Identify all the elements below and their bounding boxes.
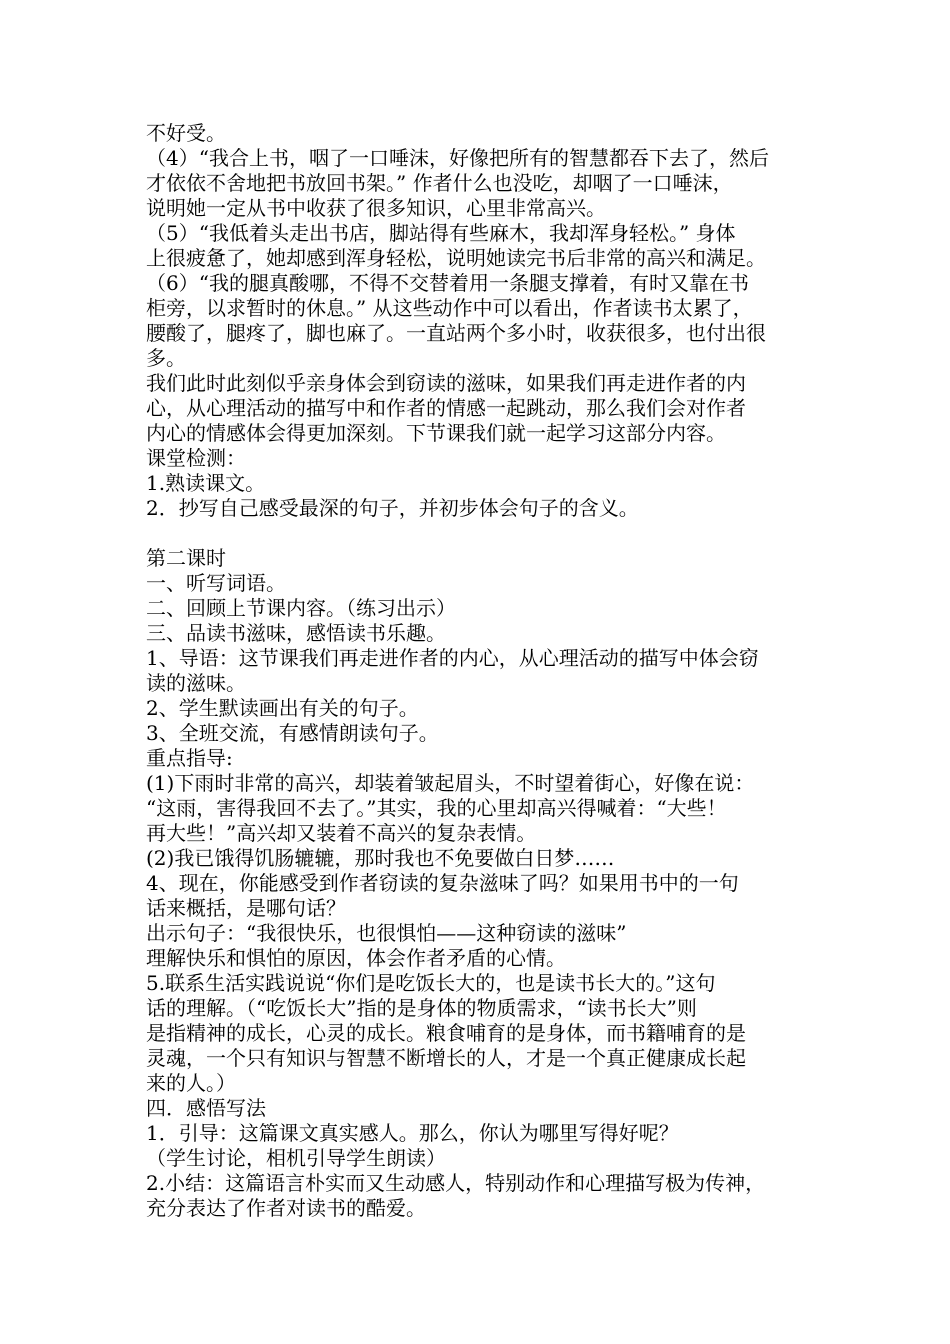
text-line: 才依依不舍地把书放回书架。” 作者什么也没吃，却咽了一口唾沫， — [146, 171, 733, 195]
text-line: 2、学生默读画出有关的句子。 — [146, 696, 419, 720]
text-line: “这雨，害得我回不去了。”其实，我的心里却高兴得喊着：“大些！ — [146, 796, 727, 820]
text-line: 1、导语：这节课我们再走进作者的内心，从心理活动的描写中体会窃 — [146, 646, 759, 670]
text-line: (2)我已饿得饥肠辘辘，那时我也不免要做白日梦…… — [146, 846, 615, 870]
text-line: 说明她一定从书中收获了很多知识，心里非常高兴。 — [146, 196, 606, 220]
text-line: 2.小结：这篇语言朴实而又生动感人，特别动作和心理描写极为传神， — [146, 1171, 766, 1195]
text-line: 出示句子：“我很快乐，也很惧怕——这种窃读的滋味” — [146, 921, 627, 945]
text-line: 是指精神的成长，心灵的成长。粮食哺育的是身体，而书籍哺育的是 — [146, 1021, 746, 1045]
text-line: 3、全班交流，有感情朗读句子。 — [146, 721, 439, 745]
text-line: 再大些！”高兴却又装着不高兴的复杂表情。 — [146, 821, 537, 845]
text-line: 腰酸了，腿疼了，脚也麻了。一直站两个多小时，收获很多，也付出很 — [146, 321, 766, 345]
text-line: 1.熟读课文。 — [146, 471, 266, 495]
text-line: 灵魂，一个只有知识与智慧不断增长的人，才是一个真正健康成长起 — [146, 1046, 746, 1070]
text-line: （4）“我合上书，咽了一口唾沫，好像把所有的智慧都吞下去了，然后 — [146, 146, 769, 170]
text-line: （6）“我的腿真酸哪，不得不交替着用一条腿支撑着，有时又靠在书 — [146, 271, 749, 295]
text-line: 多。 — [146, 346, 186, 370]
section-heading: 四．感悟写法 — [146, 1096, 266, 1120]
text-line: 我们此时此刻似乎亲身体会到窃读的滋味，如果我们再走进作者的内 — [146, 371, 746, 395]
text-line: （5）“我低着头走出书店，脚站得有些麻木，我却浑身轻松。” 身体 — [146, 221, 736, 245]
text-line: 二、回顾上节课内容。（练习出示） — [146, 596, 456, 620]
text-line: 4、现在，你能感受到作者窃读的复杂滋味了吗？如果用书中的一句 — [146, 871, 739, 895]
text-line: (1)下雨时非常的高兴，却装着皱起眉头，不时望着街心，好像在说： — [146, 771, 755, 795]
text-line: 充分表达了作者对读书的酷爱。 — [146, 1196, 426, 1220]
text-line: 柜旁，以求暂时的休息。” 从这些动作中可以看出，作者读书太累了， — [146, 296, 753, 320]
text-line: 读的滋味。 — [146, 671, 246, 695]
text-line: 2．抄写自己感受最深的句子，并初步体会句子的含义。 — [146, 496, 639, 520]
text-line: 心，从心理活动的描写中和作者的情感一起跳动，那么我们会对作者 — [146, 396, 746, 420]
text-line: 上很疲惫了，她却感到浑身轻松，说明她读完书后非常的高兴和满足。 — [146, 246, 766, 270]
text-line: 1．引导：这篇课文真实感人。那么，你认为哪里写得好呢？ — [146, 1121, 679, 1145]
document-page — [146, 121, 836, 1221]
text-line: （学生讨论，相机引导学生朗读） — [146, 1146, 446, 1170]
section-heading: 第二课时 — [146, 546, 226, 570]
text-line: 三、品读书滋味，感悟读书乐趣。 — [146, 621, 446, 645]
text-line: 理解快乐和惧怕的原因，体会作者矛盾的心情。 — [146, 946, 566, 970]
section-heading: 重点指导: — [146, 746, 233, 770]
text-line: 5.联系生活实践说说“你们是吃饭长大的，也是读书长大的。”这句 — [146, 971, 716, 995]
text-line: 话来概括，是哪句话？ — [146, 896, 346, 920]
section-heading: 课堂检测： — [146, 446, 246, 470]
text-line: 内心的情感体会得更加深刻。下节课我们就一起学习这部分内容。 — [146, 421, 726, 445]
blank-line — [146, 521, 836, 546]
text-line: 一、听写词语。 — [146, 571, 286, 595]
text-line: 不好受。 — [146, 121, 226, 145]
text-line: 话的理解。（“吃饭长大”指的是身体的物质需求，“读书长大”则 — [146, 996, 697, 1020]
text-line: 来的人。） — [146, 1071, 236, 1095]
